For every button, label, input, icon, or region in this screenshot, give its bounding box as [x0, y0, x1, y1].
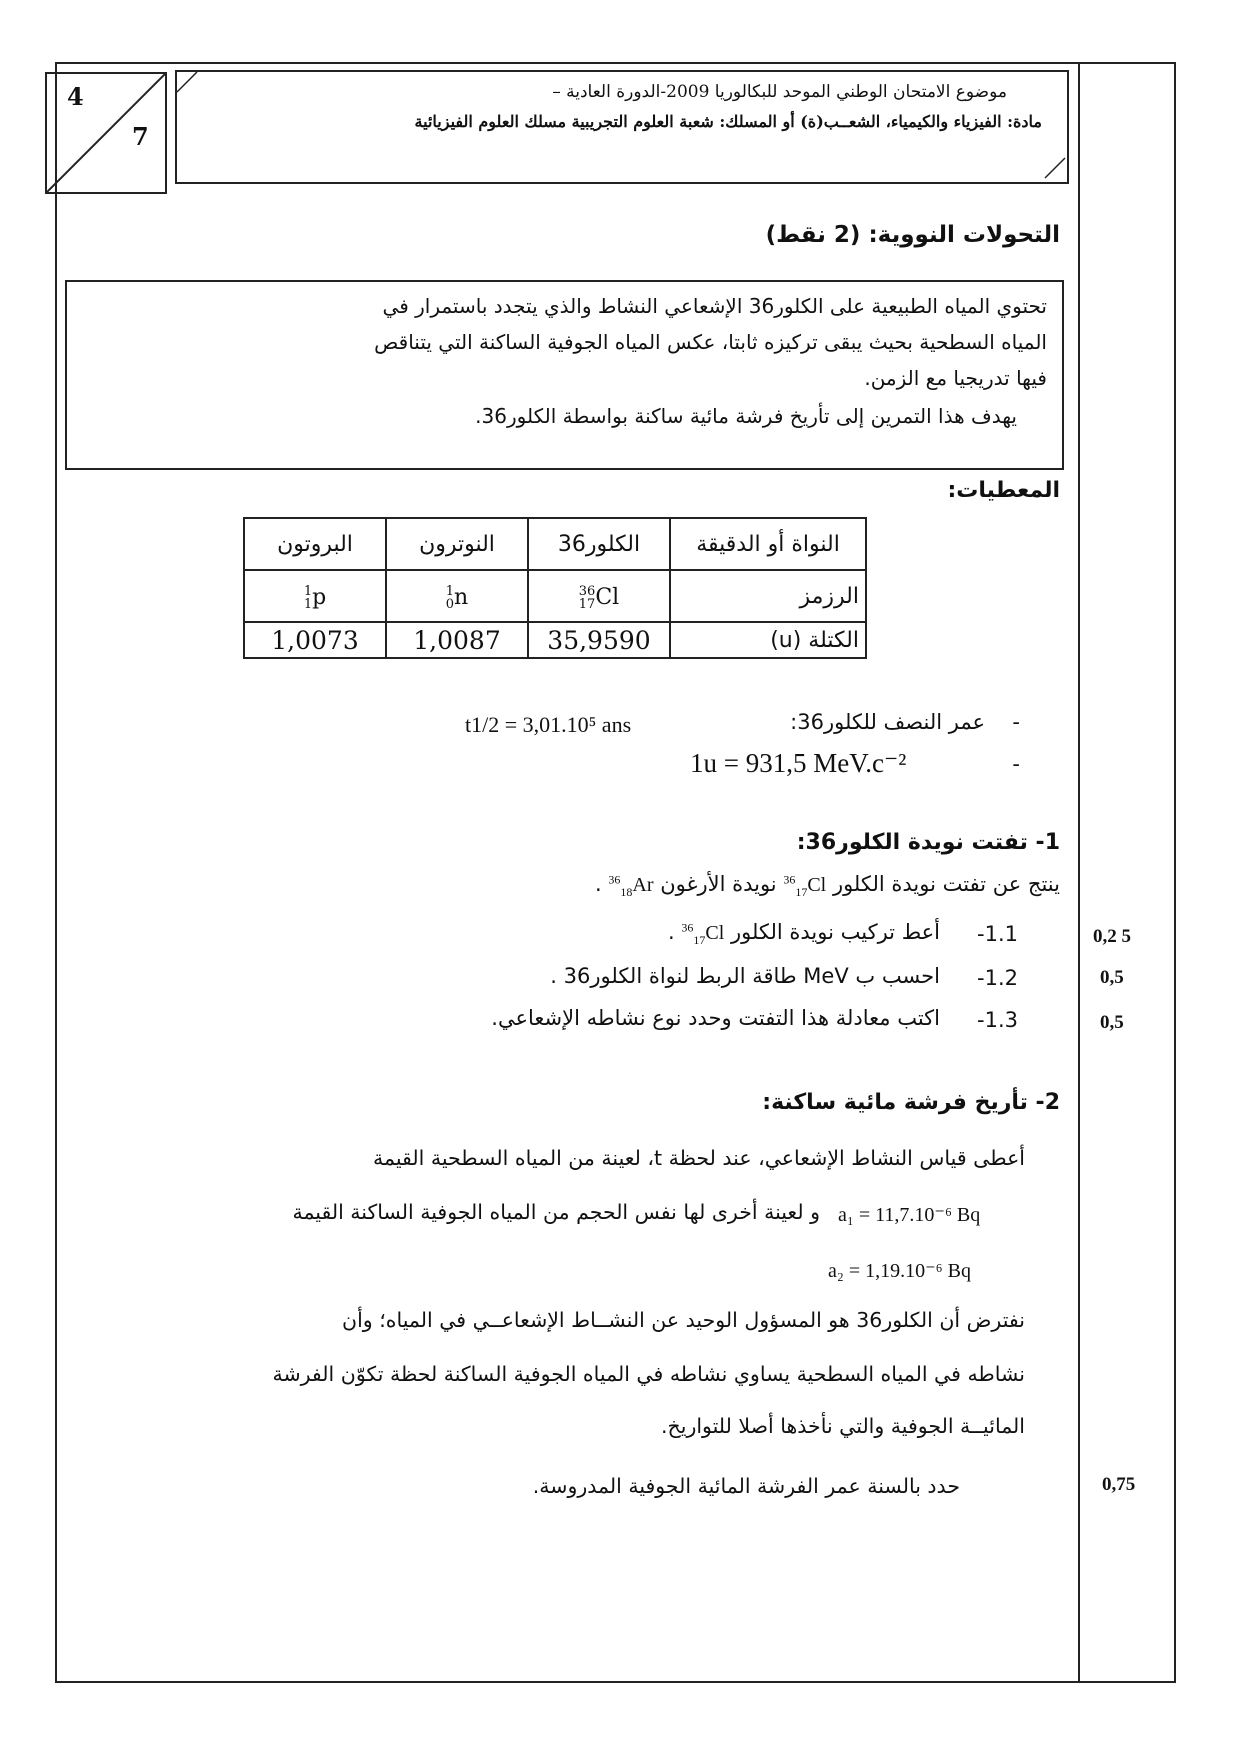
- score-q1-2: 0,5: [1100, 967, 1124, 988]
- table-cell: الكلور36: [528, 518, 670, 570]
- score-q1-1: 0,2 5: [1093, 926, 1131, 947]
- score-q2: 0,75: [1102, 1474, 1136, 1495]
- activity-a2: a₂ = 1,19.10⁻⁶ Bq: [828, 1260, 971, 1282]
- score-margin-divider: [1078, 62, 1080, 1681]
- table-cell: 36 17Cl: [528, 570, 670, 622]
- part2-line: و لعينة أخرى لها نفس الحجم من المياه الجوفية الساكنة القيمة: [292, 1200, 820, 1224]
- chlorine-nuclide: $^{36}_{17}$Cl: [681, 920, 725, 947]
- part1-intro: ينتج عن تفتت نويدة الكلور $^{36}_{17}$Cl نويدة الأرغون $^{36}_{18}$Ar .: [595, 872, 1060, 899]
- chlorine-nuclide: $^{36}_{17}$Cl: [783, 872, 827, 899]
- intro-line: تحتوي المياه الطبيعية على الكلور36 الإشعاعي النشاط والذي يتجدد باستمرار في: [382, 294, 1047, 318]
- score-q1-3: 0,5: [1100, 1012, 1124, 1033]
- part1-intro-text-2: نويدة الأرغون: [660, 872, 777, 896]
- question-number: 1.1-: [977, 922, 1018, 946]
- unit-value: 1u = 931,5 MeV.c⁻²: [690, 748, 907, 778]
- data-title: المعطيات:: [947, 478, 1060, 503]
- question-text-1: أعط تركيب نويدة الكلور: [730, 920, 940, 944]
- table-cell: 1,0087: [386, 622, 528, 658]
- question-number: 1.2-: [977, 966, 1018, 990]
- question-text: احسب ب MeV طاقة الربط لنواة الكلور36 .: [550, 964, 940, 988]
- intro-box: [65, 280, 1064, 470]
- page-number-box: [45, 72, 167, 194]
- part2-line: أعطى قياس النشاط الإشعاعي، عند لحظة t، لعينة من المياه السطحية القيمة: [373, 1146, 1025, 1170]
- part2-line: نشاطه في المياه السطحية يساوي نشاطه في المياه الجوفية الساكنة لحظة تكوّن الفرشة: [272, 1362, 1025, 1386]
- halflife-value: t1/2 = 3,01.10⁵ ans: [465, 712, 632, 737]
- header-line-2: مادة: الفيزياء والكيمياء، الشعــب(ة) أو المسلك: شعبة العلوم التجريبية مسلك العلوم الفيزيائية: [414, 112, 1042, 131]
- intro-line: المياه السطحية بحيث يبقى تركيزه ثابتا، عكس المياه الجوفية الساكنة التي يتناقص: [374, 330, 1047, 354]
- halflife-label: عمر النصف للكلور36:: [790, 710, 985, 734]
- question-number: 1.3-: [977, 1008, 1018, 1032]
- intro-line: فيها تدريجيا مع الزمن.: [864, 366, 1047, 390]
- page-total: 7: [132, 122, 149, 151]
- part2-title: 2- تأريخ فرشة مائية ساكنة:: [762, 1090, 1060, 1115]
- bullet-dash: -: [1012, 710, 1020, 734]
- section-title: التحولات النووية: (2 نقط): [765, 222, 1060, 248]
- bullet-dash: -: [1012, 752, 1020, 776]
- table-cell: البروتون: [244, 518, 386, 570]
- part1-intro-text: ينتج عن تفتت نويدة الكلور: [832, 872, 1060, 896]
- table-cell: 1 0n: [386, 570, 528, 622]
- question-text: أعط تركيب نويدة الكلور $^{36}_{17}$Cl .: [668, 920, 940, 947]
- part1-title: 1- تفتت نويدة الكلور36:: [796, 830, 1060, 855]
- question-text: اكتب معادلة هذا التفتت وحدد نوع نشاطه الإشعاعي.: [491, 1006, 940, 1030]
- table-row: [244, 622, 866, 658]
- table-cell: الكتلة (u): [670, 622, 866, 658]
- table-cell: 1,0073: [244, 622, 386, 658]
- particle-table: [243, 517, 867, 659]
- part2-line: نفترض أن الكلور36 هو المسؤول الوحيد عن النشــاط الإشعاعــي في المياه؛ وأن: [342, 1308, 1025, 1332]
- page-current: 4: [67, 82, 84, 111]
- table-cell: النوترون: [386, 518, 528, 570]
- table-cell: الرزمز: [670, 570, 866, 622]
- table-row: [244, 518, 866, 570]
- part2-line: حدد بالسنة عمر الفرشة المائية الجوفية المدروسة.: [532, 1474, 960, 1498]
- table-cell: النواة أو الدقيقة: [670, 518, 866, 570]
- intro-line: يهدف هذا التمرين إلى تأريخ فرشة مائية ساكنة بواسطة الكلور36.: [475, 404, 1017, 428]
- exam-header: [175, 70, 1069, 184]
- activity-a1: a₁ = 11,7.10⁻⁶ Bq: [838, 1204, 981, 1226]
- table-cell: 35,9590: [528, 622, 670, 658]
- header-line-1: موضوع الامتحان الوطني الموحد للبكالوريا 2009-الدورة العادية –: [552, 82, 1007, 102]
- argon-nuclide: $^{36}_{18}$Ar: [608, 872, 654, 899]
- part2-line: المائيــة الجوفية والتي نأخذها أصلا للتواريخ.: [660, 1414, 1025, 1438]
- table-row: [244, 570, 866, 622]
- table-cell: 1 1p: [244, 570, 386, 622]
